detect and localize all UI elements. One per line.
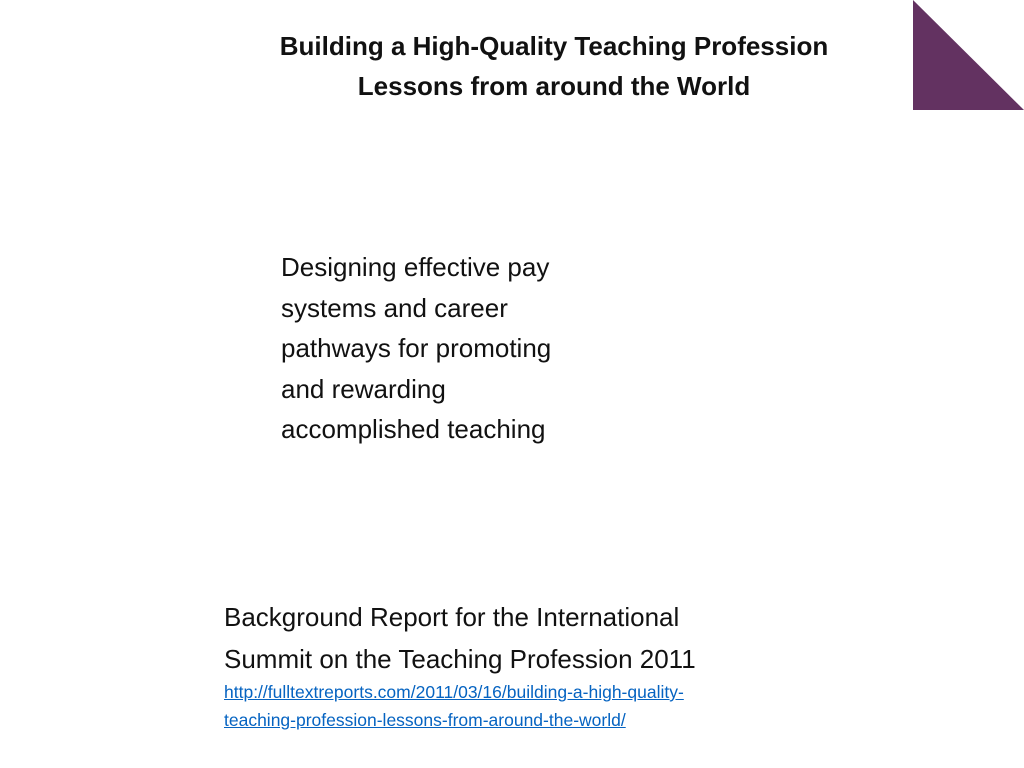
topic-line: pathways for promoting: [281, 333, 552, 363]
report-link-line: http://fulltextreports.com/2011/03/16/building-a-high-quality-: [224, 682, 684, 702]
report-citation: [224, 596, 844, 680]
topic-line: and rewarding: [281, 373, 446, 404]
title-line-1: Building a High-Quality Teaching Profession: [279, 31, 829, 61]
topic-text: [281, 247, 631, 450]
triangle-corner-icon: [913, 0, 1024, 110]
report-link-line: teaching-profession-lessons-from-around-the-world/: [224, 710, 626, 730]
report-link[interactable]: [224, 678, 844, 734]
corner-decoration: [913, 0, 1024, 110]
title-line-2: Lessons from around the World: [357, 71, 751, 101]
slide-title: [204, 26, 904, 106]
topic-line: systems and career: [281, 292, 508, 323]
topic-line: accomplished teaching: [281, 414, 546, 444]
report-line: Background Report for the International: [224, 602, 680, 632]
topic-line: Designing effective pay: [281, 252, 550, 282]
report-link-block: [224, 678, 844, 734]
report-line: Summit on the Teaching Profession 2011: [224, 644, 696, 674]
